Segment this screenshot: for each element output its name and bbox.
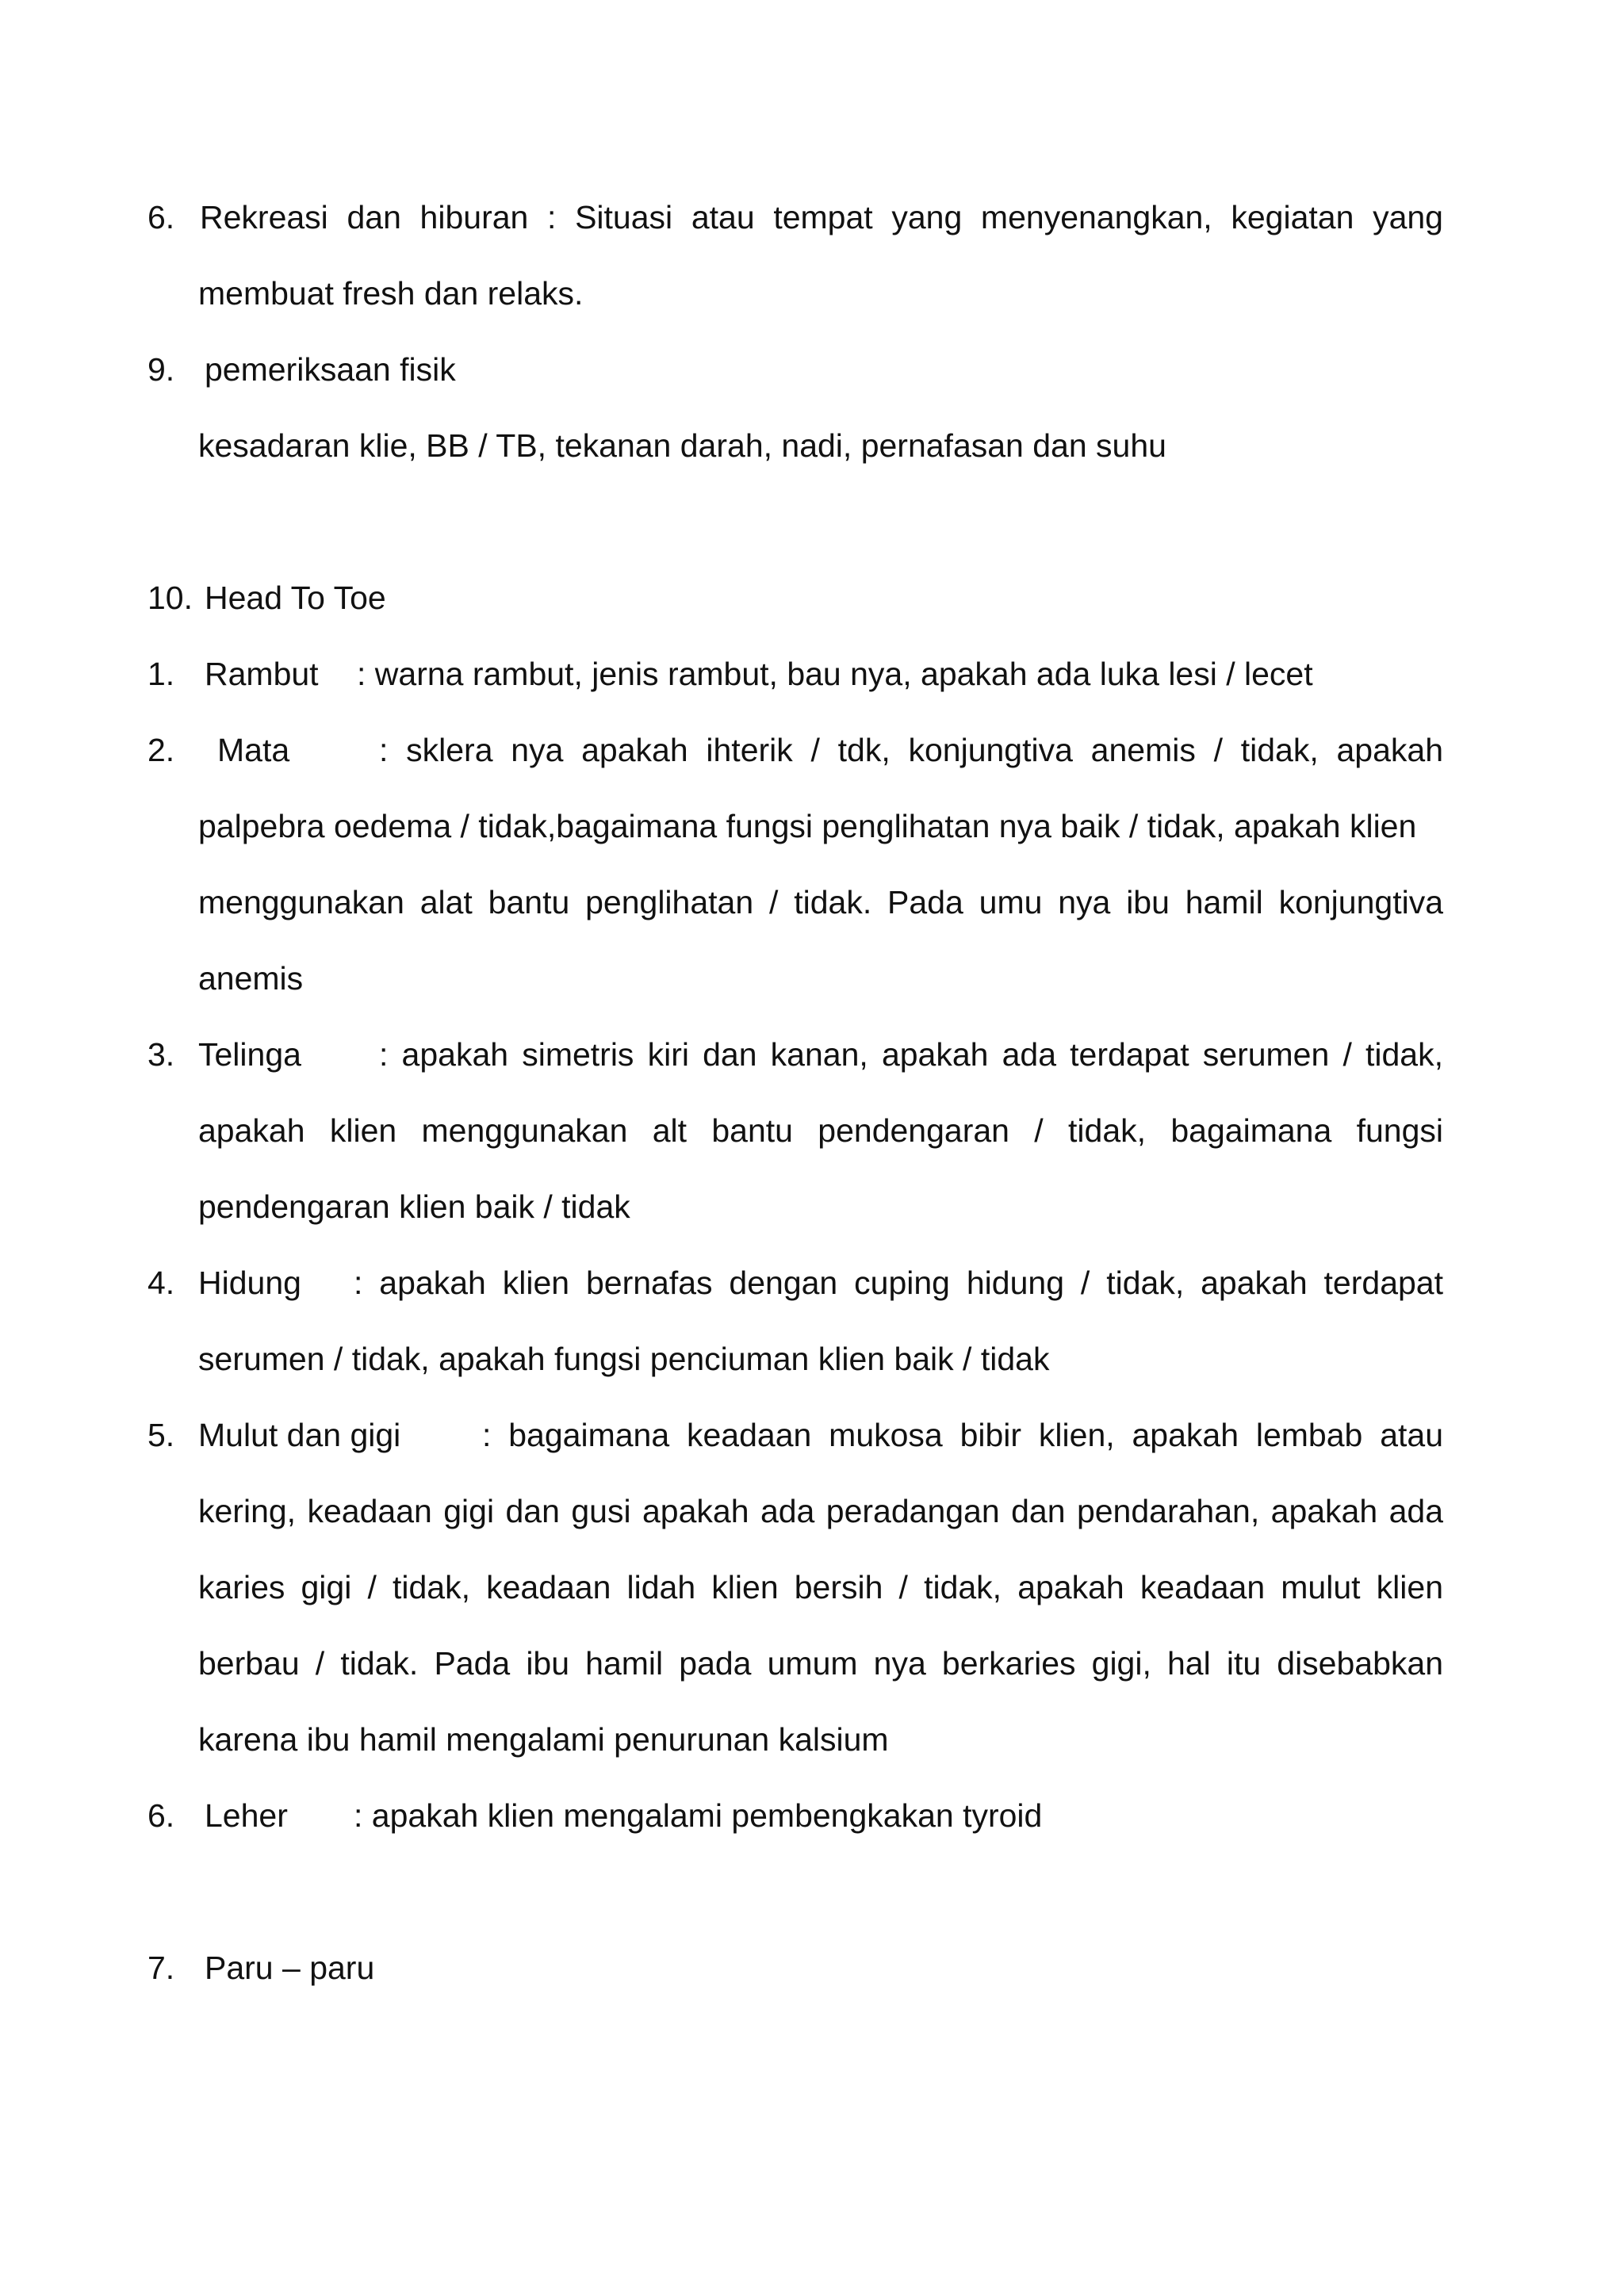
item-label: Mata — [217, 732, 290, 768]
item-text: : apakah klien mengalami pembengkakan tyroid — [354, 1797, 1043, 1834]
item-text: : bagaimana keadaan mukosa bibir klien, apakah lembab atau — [482, 1417, 1443, 1453]
paragraph-line — [200, 195, 1443, 239]
item-label: Hidung — [198, 1265, 301, 1301]
item-text: : warna rambut, jenis rambut, bau nya, apakah ada luka lesi / lecet — [357, 656, 1313, 692]
item-label: Rambut — [205, 656, 319, 692]
paragraph-line: apakah klien menggunakan alt bantu pendengaran / tidak, bagaimana fungsi — [198, 1112, 1443, 1149]
item-text: : apakah klien bernafas dengan cuping hidung / tidak, apakah terdapat — [354, 1265, 1443, 1301]
item-text: : sklera nya apakah ihterik / tdk, konjungtiva anemis / tidak, apakah — [379, 732, 1443, 768]
item-text: : apakah simetris kiri dan kanan, apakah ada terdapat serumen / tidak, — [379, 1036, 1443, 1073]
item-text: : Situasi atau tempat yang menyenangkan, kegiatan yang — [547, 199, 1443, 235]
item-label: Rekreasi dan hiburan — [200, 199, 529, 235]
item-label: Telinga — [198, 1036, 301, 1073]
paragraph-line: membuat fresh dan relaks. — [198, 275, 584, 312]
paragraph-line: karies gigi / tidak, keadaan lidah klien bersih / tidak, apakah keadaan mulut klien — [198, 1569, 1443, 1605]
paragraph-line: berbau / tidak. Pada ibu hamil pada umum nya berkaries gigi, hal itu disebabkan — [198, 1645, 1443, 1682]
item-number: 4. — [147, 1265, 175, 1301]
item-number: 9. — [147, 351, 175, 388]
item-label: pemeriksaan fisik — [205, 351, 456, 388]
paragraph-line: pendengaran klien baik / tidak — [198, 1188, 630, 1225]
item-number: 10. — [147, 580, 193, 616]
paragraph-line: karena ibu hamil mengalami penurunan kalsium — [198, 1721, 889, 1758]
item-number: 6. — [147, 1797, 175, 1834]
item-number: 2. — [147, 732, 175, 768]
paragraph-line: serumen / tidak, apakah fungsi penciuman klien baik / tidak — [198, 1341, 1050, 1377]
item-label: Mulut dan gigi — [198, 1417, 401, 1453]
item-label: Paru – paru — [205, 1950, 375, 1986]
paragraph-line: kering, keadaan gigi dan gusi apakah ada peradangan dan pendarahan, apakah ada — [198, 1493, 1443, 1529]
item-label: Leher — [205, 1797, 288, 1834]
paragraph-line: menggunakan alat bantu penglihatan / tidak. Pada umu nya ibu hamil konjungtiva — [198, 884, 1443, 920]
item-number: 7. — [147, 1950, 175, 1986]
item-number: 6. — [147, 199, 175, 235]
section-heading: Head To Toe — [205, 580, 386, 616]
item-number: 1. — [147, 656, 175, 692]
paragraph-line: palpebra oedema / tidak,bagaimana fungsi penglihatan nya baik / tidak, apakah klien — [198, 808, 1417, 844]
paragraph-line: anemis — [198, 960, 304, 997]
item-number: 5. — [147, 1417, 175, 1453]
paragraph-line: kesadaran klie, BB / TB, tekanan darah, nadi, pernafasan dan suhu — [198, 427, 1166, 464]
item-number: 3. — [147, 1036, 175, 1073]
